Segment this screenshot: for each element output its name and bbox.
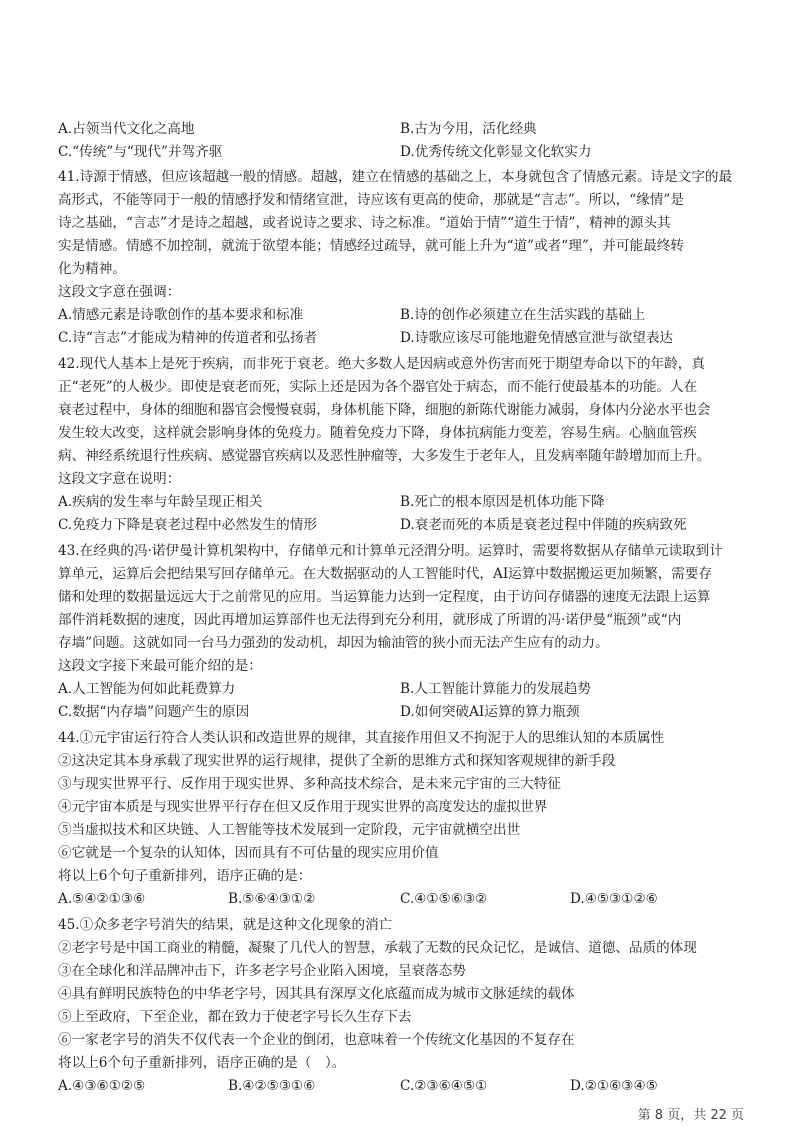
q44-sentence: ④元宇宙本质是与现实世界平行存在但又反作用于现实世界的高度发达的虚拟世界	[58, 799, 548, 815]
q42-option-a: A.疾病的发生率与年龄呈现正相关	[58, 494, 263, 510]
q43-stem-line: 存墙”问题。这就如同一台马力强劲的发动机，却因为输油管的狭小而无法产生应有的动力。	[58, 635, 609, 651]
q42-option-d: D.衰老而死的本质是衰老过程中伴随的疾病致死	[400, 517, 687, 533]
q45-sentence: 45.①众多老字号消失的结果，就是这种文化现象的消亡	[58, 917, 393, 933]
q43-stem-line: 储和处理的数据量远远大于之前常见的应用。当运算能力达到一定程度，由于访问存储器的速度无法跟上运算	[58, 589, 711, 605]
q45-sentence: ③在全球化和洋品牌冲击下，许多老字号企业陷入困境，呈衰落态势	[58, 963, 466, 979]
q43-prompt: 这段文字接下来最可能介绍的是：	[58, 658, 262, 674]
q44-option-d: D.④⑤③①②⑥	[570, 891, 658, 907]
q44-sentence: 44.①元宇宙运行符合人类认识和改造世界的规律，其直接作用但又不拘泥于人的思维认知的本质属性	[58, 730, 665, 746]
q40-option-a: A.占领当代文化之高地	[58, 121, 195, 137]
q41-stem-line: 41.诗源于情感，但应该超越一般的情感。超越，建立在情感的基础之上，本身就包含了情感元素。诗是文字的最	[58, 169, 733, 185]
q45-sentence: ⑤上至政府，下至企业，都在致力于使老字号长久生存下去	[58, 1009, 412, 1025]
q45-option-c: C.②③⑥④⑤①	[400, 1078, 488, 1094]
q41-option-b: B.诗的创作必须建立在生活实践的基础上	[400, 307, 646, 323]
q44-sentence: ⑥它就是一个复杂的认知体，因而具有不可估量的现实应用价值	[58, 845, 439, 861]
q41-option-a: A.情感元素是诗歌创作的基本要求和标准	[58, 307, 304, 323]
q45-sentence: ④具有鲜明民族特色的中华老字号，因其具有深厚文化底蕴而成为城市文脉延续的载体	[58, 986, 575, 1002]
q43-option-c: C.数据“内存墙”问题产生的原因	[58, 704, 250, 720]
q42-stem-line: 衰老过程中，身体的细胞和器官会慢慢衰弱，身体机能下降，细胞的新陈代谢能力减弱，身体内分泌水平也会	[58, 402, 711, 418]
q45-sentence: ②老字号是中国工商业的精髓，凝聚了几代人的智慧，承载了无数的民众记忆，是诚信、道德、品质的体现	[58, 940, 697, 956]
q45-option-d: D.②①⑥③④⑤	[570, 1078, 658, 1094]
q42-stem-line: 发生较大改变，这样就会影响身体的免疫力。随着免疫力下降，身体抗病能力变差，容易生病。心脑血管疾	[58, 425, 697, 441]
page-number: 第 8 页，共 22 页	[637, 1108, 744, 1123]
q44-prompt: 将以上6个句子重新排列，语序正确的是：	[58, 868, 312, 884]
q44-sentence: ②这决定其本身承载了现实世界的运行规律，提供了全新的思维方式和探知客观规律的新手段	[58, 753, 616, 769]
q42-stem-line: 正“老死”的人极少。即使是衰老而死，实际上还是因为各个器官处于病态，而不能行使最基本的功能。人在	[58, 379, 698, 395]
q43-option-b: B.人工智能计算能力的发展趋势	[400, 681, 592, 697]
q45-option-a: A.④③⑥①②⑤	[58, 1078, 146, 1094]
q41-stem-line: 高形式，不能等同于一般的情感抒发和情绪宣泄，诗应该有更高的使命，那就是“言志”。所以，“缘情”是	[58, 192, 684, 208]
q41-stem-line: 诗之基础，“言志”才是诗之超越，或者说诗之要求、诗之标准。“道始于情”“道生于情”，精神的源头其	[58, 215, 671, 231]
q42-option-c: C.免疫力下降是衰老过程中必然发生的情形	[58, 517, 317, 533]
q44-option-a: A.⑤④②①③⑥	[58, 891, 146, 907]
q43-stem-line: 43.在经典的冯·诺伊曼计算机架构中，存储单元和计算单元泾渭分明。运算时，需要将数据从存储单元读取到计	[58, 543, 723, 559]
q44-option-c: C.④①⑤⑥③②	[400, 891, 488, 907]
q43-option-a: A.人工智能为何如此耗费算力	[58, 681, 236, 697]
q42-stem-line: 42.现代人基本上是死于疾病，而非死于衰老。绝大多数人是因病或意外伤害而死于期望寿命以下的年龄，真	[58, 356, 705, 372]
q43-stem-line: 部件消耗数据的速度，因此再增加运算部件也无法得到充分利用，就形成了所谓的冯·诺伊曼“瓶颈”或“内	[58, 612, 682, 628]
q41-prompt: 这段文字意在强调：	[58, 284, 181, 300]
q41-stem-line: 化为精神。	[58, 261, 126, 277]
q42-stem-line: 病、神经系统退行性疾病、感觉器官疾病以及恶性肿瘤等，大多发生于老年人，且发病率随年龄增加而上升。	[58, 448, 711, 464]
q44-option-b: B.⑤⑥④③①②	[228, 891, 316, 907]
q40-option-d: D.优秀传统文化彰显文化软实力	[400, 144, 592, 160]
q41-stem-line: 实是情感。情感不加控制，就流于欲望本能；情感经过疏导，就可能上升为“道”或者“理”，并可能最终转	[58, 238, 684, 254]
q40-option-c: C.“传统”与“现代”并驾齐驱	[58, 144, 223, 160]
q44-sentence: ③与现实世界平行、反作用于现实世界、多种高技术综合，是未来元宇宙的三大特征	[58, 776, 561, 792]
q41-option-d: D.诗歌应该尽可能地避免情感宣泄与欲望表达	[400, 330, 674, 346]
q45-sentence: ⑥一家老字号的消失不仅代表一个企业的倒闭，也意味着一个传统文化基因的不复存在	[58, 1032, 575, 1048]
q43-stem-line: 算单元，运算后会把结果写回存储单元。在大数据驱动的人工智能时代，AI运算中数据搬运更加频繁，需要存	[58, 566, 713, 582]
q40-option-b: B.古为今用，活化经典	[400, 121, 537, 137]
q44-sentence: ⑤当虚拟技术和区块链、人工智能等技术发展到一定阶段，元宇宙就横空出世	[58, 822, 521, 838]
q43-option-d: D.如何突破AI运算的算力瓶颈	[400, 704, 580, 720]
q45-prompt: 将以上6个句子重新排列，语序正确的是（ ）。	[58, 1055, 346, 1071]
q42-prompt: 这段文字意在说明：	[58, 471, 181, 487]
q42-option-b: B.死亡的根本原因是机体功能下降	[400, 494, 605, 510]
q41-option-c: C.诗“言志”才能成为精神的传道者和弘扬者	[58, 330, 318, 346]
q45-option-b: B.④②⑤③①⑥	[228, 1078, 316, 1094]
